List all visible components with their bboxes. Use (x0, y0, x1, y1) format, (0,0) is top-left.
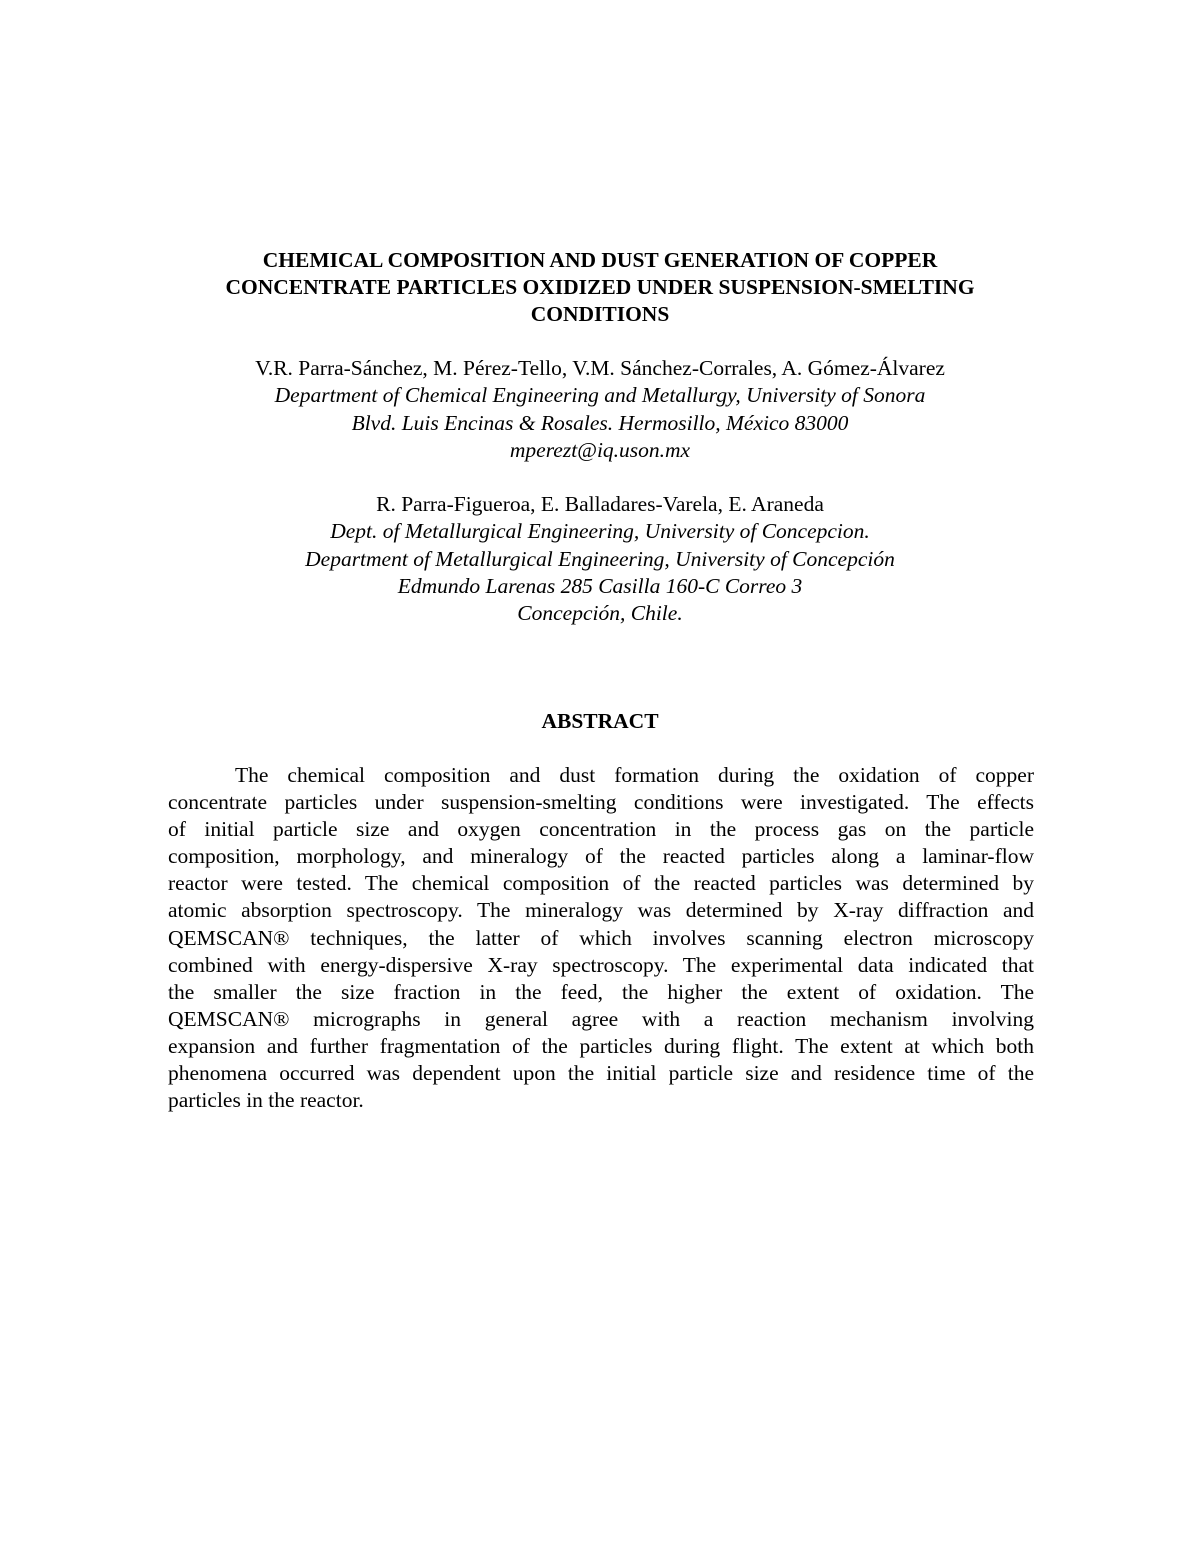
abstract-line: composition, morphology, and mineralogy of the reacted particles along a laminar-flow (168, 844, 1034, 869)
affiliation-line: Edmundo Larenas 285 Casilla 160-C Correo 3 (397, 573, 803, 598)
abstract-line: concentrate particles under suspension-smelting conditions were investigated. The effects (168, 790, 1034, 815)
abstract-heading: ABSTRACT (541, 709, 659, 733)
author-names: V.R. Parra-Sánchez, M. Pérez-Tello, V.M. Sánchez-Corrales, A. Gómez-Álvarez (255, 356, 945, 380)
author-group-1 (150, 355, 1050, 464)
abstract-line: particles in the reactor. (168, 1088, 364, 1113)
abstract-line: of initial particle size and oxygen concentration in the process gas on the particle (168, 817, 1034, 842)
abstract-body (168, 762, 1034, 1114)
author-group-2 (150, 491, 1050, 627)
abstract-line: combined with energy-dispersive X-ray spectroscopy. The experimental data indicated that (168, 952, 1034, 977)
abstract-line: expansion and further fragmentation of the particles during flight. The extent at which both (168, 1033, 1034, 1058)
affiliation-line: Dept. of Metallurgical Engineering, University of Concepcion. (330, 519, 870, 544)
affiliation-line: Concepción, Chile. (517, 601, 683, 626)
title-line: CONDITIONS (530, 302, 670, 326)
abstract-line: QEMSCAN® techniques, the latter of which involves scanning electron microscopy (168, 925, 1034, 950)
abstract-line: the smaller the size fraction in the feed, the higher the extent of oxidation. The (168, 979, 1034, 1004)
affiliation-line: Blvd. Luis Encinas & Rosales. Hermosillo, México 83000 (351, 410, 849, 435)
abstract-line: The chemical composition and dust formation during the oxidation of copper (235, 763, 1034, 787)
author-names: R. Parra-Figueroa, E. Balladares-Varela, E. Araneda (376, 492, 824, 516)
abstract-line: reactor were tested. The chemical composition of the reacted particles was determined by (168, 871, 1034, 896)
paper-title (150, 247, 1050, 328)
abstract-line: atomic absorption spectroscopy. The mineralogy was determined by X-ray diffraction and (168, 898, 1034, 923)
abstract-line: phenomena occurred was dependent upon the initial particle size and residence time of the (168, 1061, 1034, 1086)
abstract-line: QEMSCAN® micrographs in general agree with a reaction mechanism involving (168, 1006, 1034, 1031)
title-line: CHEMICAL COMPOSITION AND DUST GENERATION OF COPPER (262, 248, 938, 272)
title-line: CONCENTRATE PARTICLES OXIDIZED UNDER SUSPENSION-SMELTING (225, 275, 975, 299)
author-email: mperezt@iq.uson.mx (509, 437, 691, 462)
affiliation-line: Department of Chemical Engineering and Metallurgy, University of Sonora (274, 383, 926, 408)
affiliation-line: Department of Metallurgical Engineering, University of Concepción (305, 546, 895, 571)
